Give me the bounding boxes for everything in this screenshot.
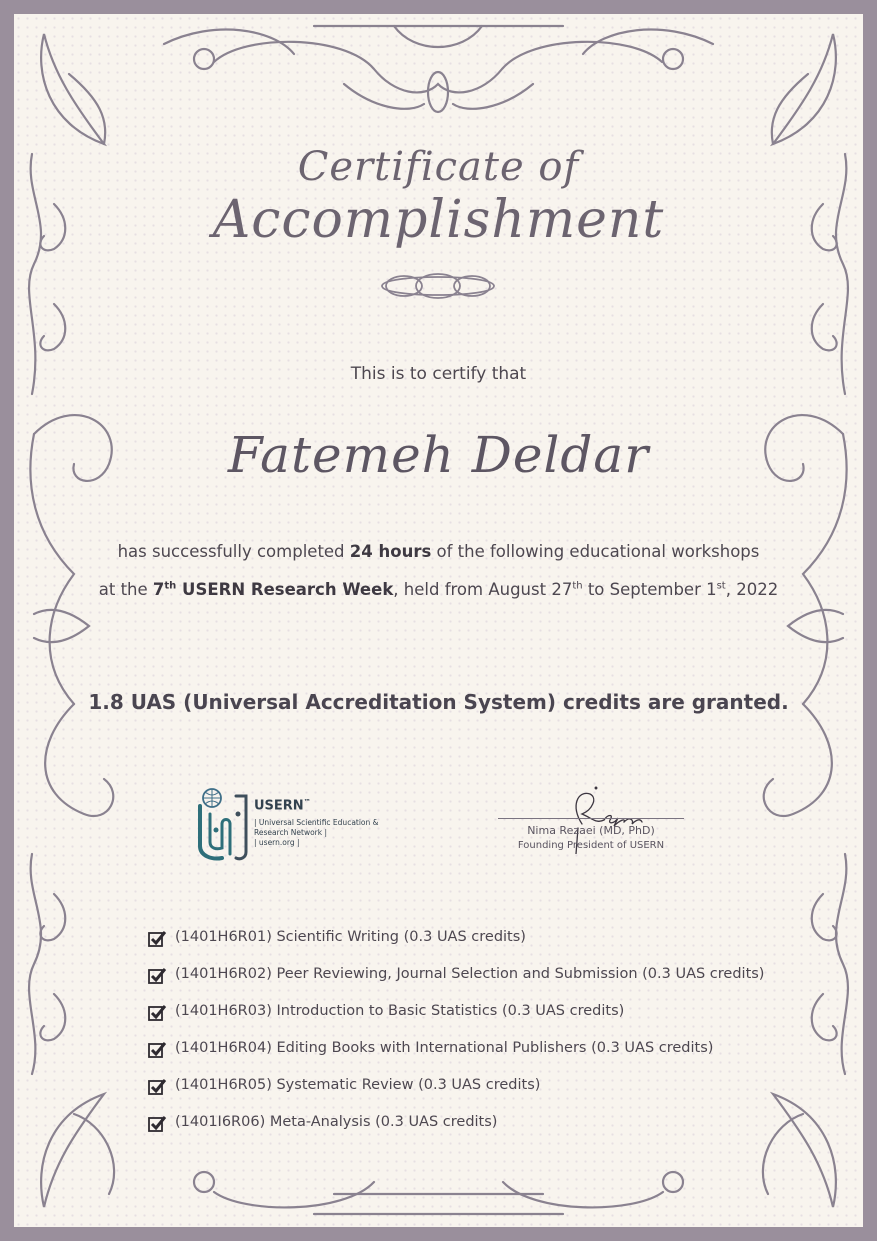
workshop-item-3: (1401H6R03) Introduction to Basic Statistics (0.3 UAS credits) — [175, 1003, 625, 1019]
list-item — [148, 1114, 828, 1151]
recipient-name: Fatemeh Deldar — [227, 426, 650, 484]
certificate-title-line2: Accomplishment — [212, 190, 665, 250]
usern-logo-icon — [192, 784, 252, 864]
list-item — [148, 929, 828, 966]
checkbox-check-icon — [148, 1115, 167, 1132]
credits-granted: 1.8 UAS (Universal Accreditation System) credits are granted. — [88, 690, 789, 714]
certify-text: This is to certify that — [350, 364, 527, 384]
event-number-suffix: th — [164, 580, 177, 592]
event-date-start: , held from August 27 — [393, 580, 573, 599]
checkbox-check-icon — [148, 1078, 167, 1095]
logo-trademark: ™ — [303, 798, 311, 806]
signatory-name: Nima Rezaei (MD, PhD) — [527, 824, 655, 837]
workshop-item-5: (1401H6R05) Systematic Review (0.3 UAS credits) — [175, 1077, 541, 1093]
list-item — [148, 1040, 828, 1077]
completion-suffix: of the following educational workshops — [431, 542, 760, 561]
logo-tagline-2: Research Network | — [254, 828, 328, 837]
signature-block — [498, 784, 684, 864]
hours-count: 24 hours — [349, 542, 432, 561]
checkbox-check-icon — [148, 1041, 167, 1058]
checkbox-check-icon — [148, 967, 167, 984]
completion-statement — [14, 542, 863, 561]
event-number: 7 — [152, 580, 165, 599]
certificate-title-line1: Certificate of — [297, 144, 580, 190]
workshop-item-2: (1401H6R02) Peer Reviewing, Journal Selection and Submission (0.3 UAS credits) — [175, 966, 765, 982]
event-statement — [14, 580, 863, 599]
workshop-item-1: (1401H6R01) Scientific Writing (0.3 UAS credits) — [175, 929, 526, 945]
completion-prefix: has successfully completed — [117, 542, 350, 561]
logo-name — [254, 798, 311, 813]
workshop-list — [148, 929, 828, 1151]
checkbox-check-icon — [148, 930, 167, 947]
signatory-title: Founding President of USERN — [517, 840, 665, 851]
event-year: , 2022 — [725, 580, 779, 599]
date2-suffix: st — [716, 580, 726, 592]
workshop-item-4: (1401H6R04) Editing Books with International Publishers (0.3 UAS credits) — [175, 1040, 714, 1056]
event-prefix: at the — [98, 580, 153, 599]
usern-logo — [192, 784, 392, 864]
logo-name-text: USERN — [254, 798, 304, 814]
event-date-end: to September 1 — [582, 580, 717, 599]
event-name: USERN Research Week — [176, 580, 394, 599]
logo-url: | usern.org | — [254, 838, 300, 847]
list-item — [148, 1077, 828, 1114]
checkbox-check-icon — [148, 1004, 167, 1021]
list-item — [148, 1003, 828, 1040]
signature-line — [498, 818, 684, 819]
logo-tagline-1: | Universal Scientific Education & — [254, 818, 379, 827]
event-title — [153, 580, 393, 599]
date1-suffix: th — [572, 580, 583, 592]
certificate-page — [14, 14, 863, 1227]
list-item — [148, 966, 828, 1003]
workshop-item-6: (1401I6R06) Meta-Analysis (0.3 UAS credits) — [175, 1114, 498, 1130]
